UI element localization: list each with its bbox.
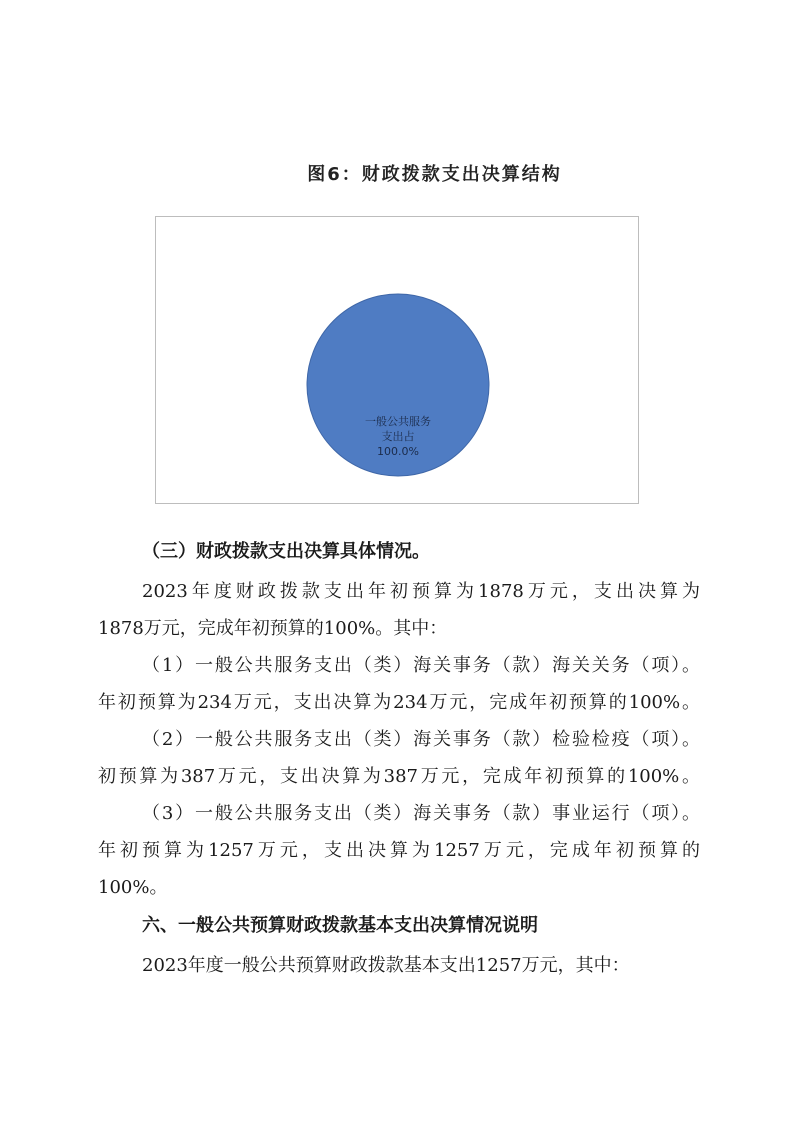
figure-title: 图6：财政拨款支出决算结构 <box>307 164 562 185</box>
pie-chart-svg <box>156 217 640 505</box>
pie-chart <box>155 216 639 504</box>
item-3-line3: 100%。 <box>98 877 168 898</box>
pie-label-value: 100.0% <box>377 445 419 458</box>
item-3-line2: 年初预算为1257万元，支出决算为1257万元，完成年初预算的 <box>98 840 700 861</box>
item-1-line2: 年初预算为234万元，支出决算为234万元，完成年初预算的100%。 <box>98 692 700 713</box>
section-3-p1-line1: 2023年度财政拨款支出年初预算为1878万元，支出决算为 <box>142 581 700 602</box>
item-2-line2: 初预算为387万元，支出决算为387万元，完成年初预算的100%。 <box>98 766 700 787</box>
section-6-heading-text: 六、一般公共预算财政拨款基本支出决算情况说明 <box>142 915 538 936</box>
section-3-heading <box>98 540 700 564</box>
item-1-line1: （1）一般公共服务支出（类）海关事务（款）海关关务（项）。 <box>142 655 700 676</box>
pie-slice-label <box>340 414 456 459</box>
item-3-line1: （3）一般公共服务支出（类）海关事务（款）事业运行（项）。 <box>142 803 700 824</box>
item-2-line1: （2）一般公共服务支出（类）海关事务（款）检验检疫（项）。 <box>142 729 700 750</box>
pie-label-line-1: 一般公共服务 <box>365 415 431 428</box>
section-3-heading-text: （三）财政拨款支出决算具体情况。 <box>142 541 430 562</box>
section-6-heading <box>98 914 700 938</box>
pie-label-line-2: 支出占 <box>381 430 415 443</box>
section-3-p1-line2: 1878万元，完成年初预算的100%。其中： <box>98 618 448 639</box>
section-6-p1-line1: 2023年度一般公共预算财政拨款基本支出1257万元，其中： <box>142 955 630 976</box>
